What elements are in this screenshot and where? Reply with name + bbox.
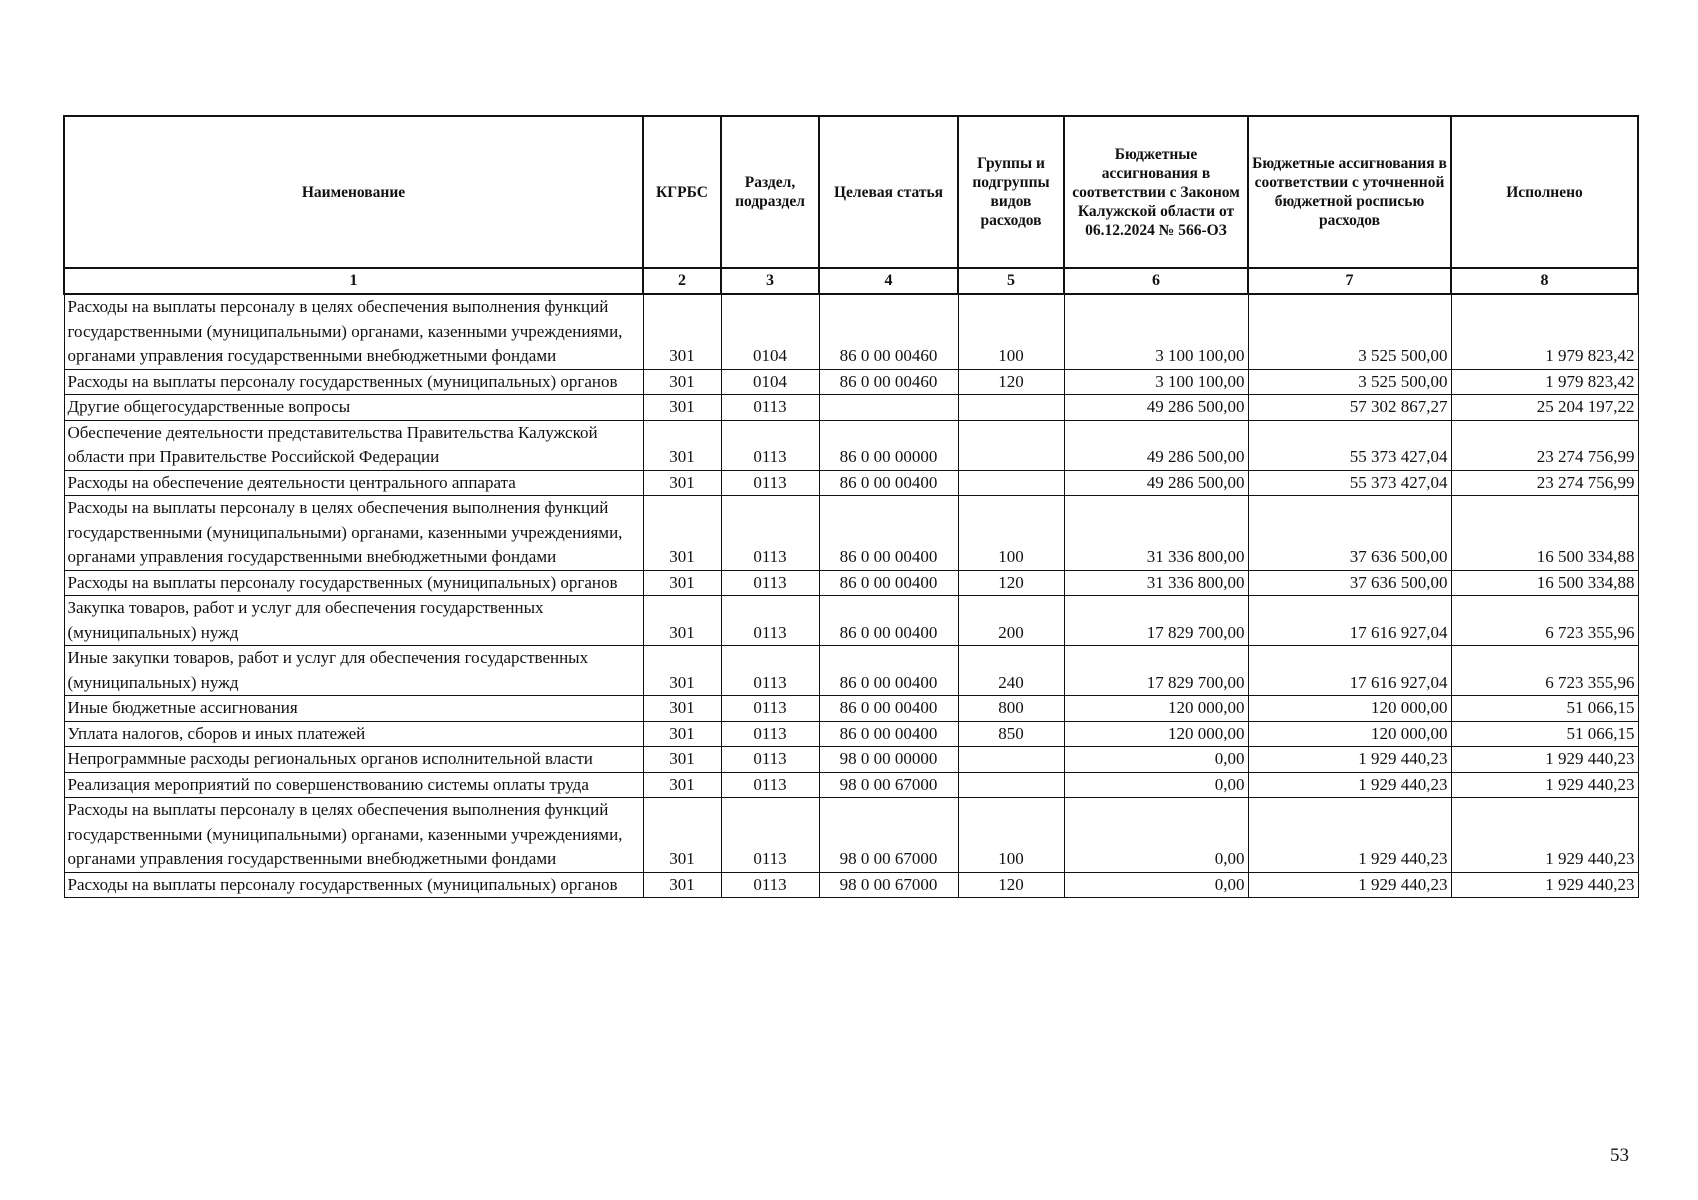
row-kgrbs: 301 — [643, 772, 721, 798]
row-section: 0113 — [721, 696, 819, 722]
row-executed-amount: 16 500 334,88 — [1451, 570, 1638, 596]
row-refined-amount: 55 373 427,04 — [1248, 470, 1451, 496]
row-executed-amount: 1 929 440,23 — [1451, 872, 1638, 898]
row-section: 0113 — [721, 872, 819, 898]
row-law-amount: 3 100 100,00 — [1064, 294, 1248, 369]
header-refined: Бюджетные ассигнования в соответствии с уточненной бюджетной росписью расходов — [1248, 116, 1451, 268]
row-section: 0113 — [721, 596, 819, 646]
row-target: 86 0 00 00400 — [819, 696, 958, 722]
row-law-amount: 0,00 — [1064, 798, 1248, 873]
column-number: 2 — [643, 268, 721, 294]
table-row — [64, 772, 1638, 798]
budget-table — [63, 115, 1639, 898]
row-law-amount: 3 100 100,00 — [1064, 369, 1248, 395]
row-section: 0113 — [721, 570, 819, 596]
row-name: Другие общегосударственные вопросы — [64, 395, 643, 421]
row-target: 86 0 00 00400 — [819, 570, 958, 596]
row-kgrbs: 301 — [643, 395, 721, 421]
row-group: 100 — [958, 798, 1064, 873]
header-law: Бюджетные ассигнования в соответствии с Законом Калужской области от 06.12.2024 № 566-ОЗ — [1064, 116, 1248, 268]
header-row — [64, 116, 1638, 268]
row-target: 98 0 00 67000 — [819, 872, 958, 898]
row-section: 0113 — [721, 772, 819, 798]
row-group: 100 — [958, 294, 1064, 369]
row-target: 86 0 00 00460 — [819, 294, 958, 369]
row-executed-amount: 6 723 355,96 — [1451, 596, 1638, 646]
row-refined-amount: 1 929 440,23 — [1248, 747, 1451, 773]
row-name: Расходы на выплаты персоналу в целях обеспечения выполнения функций государственными (муниципальными) органами, казенными учреждениями, органами управления государственными внебюджетными фондами — [64, 294, 643, 369]
column-number: 1 — [64, 268, 643, 294]
row-kgrbs: 301 — [643, 696, 721, 722]
row-refined-amount: 1 929 440,23 — [1248, 772, 1451, 798]
column-number: 6 — [1064, 268, 1248, 294]
column-number-row — [64, 268, 1638, 294]
row-executed-amount: 23 274 756,99 — [1451, 470, 1638, 496]
row-section: 0113 — [721, 721, 819, 747]
table-row — [64, 470, 1638, 496]
row-section: 0113 — [721, 798, 819, 873]
row-group: 100 — [958, 496, 1064, 571]
row-kgrbs: 301 — [643, 420, 721, 470]
row-group — [958, 747, 1064, 773]
row-name: Закупка товаров, работ и услуг для обеспечения государственных (муниципальных) нужд — [64, 596, 643, 646]
row-section: 0113 — [721, 395, 819, 421]
row-name: Расходы на выплаты персоналу в целях обеспечения выполнения функций государственными (муниципальными) органами, казенными учреждениями, органами управления государственными внебюджетными фондами — [64, 496, 643, 571]
row-refined-amount: 37 636 500,00 — [1248, 496, 1451, 571]
row-section: 0113 — [721, 496, 819, 571]
row-law-amount: 120 000,00 — [1064, 696, 1248, 722]
row-group — [958, 470, 1064, 496]
row-executed-amount: 1 979 823,42 — [1451, 294, 1638, 369]
row-target: 86 0 00 00400 — [819, 496, 958, 571]
row-name: Расходы на выплаты персоналу государственных (муниципальных) органов — [64, 369, 643, 395]
table-row — [64, 872, 1638, 898]
row-kgrbs: 301 — [643, 294, 721, 369]
header-kgrbs: КГРБС — [643, 116, 721, 268]
row-refined-amount: 17 616 927,04 — [1248, 646, 1451, 696]
column-number: 3 — [721, 268, 819, 294]
row-group: 850 — [958, 721, 1064, 747]
table-body — [64, 294, 1638, 898]
column-number: 7 — [1248, 268, 1451, 294]
table-row — [64, 747, 1638, 773]
header-executed: Исполнено — [1451, 116, 1638, 268]
header-section: Раздел, подраздел — [721, 116, 819, 268]
row-refined-amount: 57 302 867,27 — [1248, 395, 1451, 421]
row-kgrbs: 301 — [643, 369, 721, 395]
row-kgrbs: 301 — [643, 798, 721, 873]
row-kgrbs: 301 — [643, 570, 721, 596]
row-section: 0104 — [721, 369, 819, 395]
row-law-amount: 17 829 700,00 — [1064, 596, 1248, 646]
row-law-amount: 0,00 — [1064, 772, 1248, 798]
table-row — [64, 798, 1638, 873]
table-row — [64, 294, 1638, 369]
row-target: 86 0 00 00460 — [819, 369, 958, 395]
table-row — [64, 420, 1638, 470]
row-kgrbs: 301 — [643, 721, 721, 747]
row-section: 0113 — [721, 747, 819, 773]
row-target: 98 0 00 00000 — [819, 747, 958, 773]
row-target: 86 0 00 00400 — [819, 596, 958, 646]
row-group — [958, 395, 1064, 421]
column-number: 8 — [1451, 268, 1638, 294]
row-law-amount: 49 286 500,00 — [1064, 395, 1248, 421]
row-kgrbs: 301 — [643, 496, 721, 571]
row-name: Обеспечение деятельности представительства Правительства Калужской области при Правительстве Российской Федерации — [64, 420, 643, 470]
row-target — [819, 395, 958, 421]
row-law-amount: 31 336 800,00 — [1064, 570, 1248, 596]
row-target: 86 0 00 00400 — [819, 646, 958, 696]
row-name: Расходы на выплаты персоналу государственных (муниципальных) органов — [64, 872, 643, 898]
row-law-amount: 17 829 700,00 — [1064, 646, 1248, 696]
row-law-amount: 120 000,00 — [1064, 721, 1248, 747]
row-law-amount: 0,00 — [1064, 747, 1248, 773]
row-executed-amount: 6 723 355,96 — [1451, 646, 1638, 696]
row-refined-amount: 1 929 440,23 — [1248, 872, 1451, 898]
row-group: 200 — [958, 596, 1064, 646]
row-group: 800 — [958, 696, 1064, 722]
row-group: 120 — [958, 369, 1064, 395]
row-name: Иные бюджетные ассигнования — [64, 696, 643, 722]
row-executed-amount: 1 929 440,23 — [1451, 798, 1638, 873]
row-name: Расходы на выплаты персоналу государственных (муниципальных) органов — [64, 570, 643, 596]
row-law-amount: 31 336 800,00 — [1064, 496, 1248, 571]
row-kgrbs: 301 — [643, 747, 721, 773]
row-refined-amount: 37 636 500,00 — [1248, 570, 1451, 596]
row-section: 0113 — [721, 470, 819, 496]
table-row — [64, 696, 1638, 722]
row-target: 86 0 00 00000 — [819, 420, 958, 470]
row-section: 0113 — [721, 646, 819, 696]
table-row — [64, 596, 1638, 646]
row-name: Непрограммные расходы региональных органов исполнительной власти — [64, 747, 643, 773]
row-group — [958, 420, 1064, 470]
row-executed-amount: 16 500 334,88 — [1451, 496, 1638, 571]
row-refined-amount: 3 525 500,00 — [1248, 369, 1451, 395]
row-section: 0113 — [721, 420, 819, 470]
row-kgrbs: 301 — [643, 872, 721, 898]
row-target: 86 0 00 00400 — [819, 470, 958, 496]
row-name: Реализация мероприятий по совершенствованию системы оплаты труда — [64, 772, 643, 798]
row-target: 86 0 00 00400 — [819, 721, 958, 747]
header-target: Целевая статья — [819, 116, 958, 268]
row-group: 240 — [958, 646, 1064, 696]
row-refined-amount: 55 373 427,04 — [1248, 420, 1451, 470]
row-target: 98 0 00 67000 — [819, 772, 958, 798]
row-refined-amount: 1 929 440,23 — [1248, 798, 1451, 873]
row-name: Расходы на выплаты персоналу в целях обеспечения выполнения функций государственными (муниципальными) органами, казенными учреждениями, органами управления государственными внебюджетными фондами — [64, 798, 643, 873]
table-row — [64, 721, 1638, 747]
row-group — [958, 772, 1064, 798]
row-kgrbs: 301 — [643, 470, 721, 496]
row-kgrbs: 301 — [643, 646, 721, 696]
row-executed-amount: 51 066,15 — [1451, 696, 1638, 722]
row-name: Уплата налогов, сборов и иных платежей — [64, 721, 643, 747]
table-row — [64, 395, 1638, 421]
column-number: 5 — [958, 268, 1064, 294]
row-group: 120 — [958, 872, 1064, 898]
page-number: 53 — [1610, 1145, 1629, 1166]
row-refined-amount: 120 000,00 — [1248, 696, 1451, 722]
row-law-amount: 49 286 500,00 — [1064, 420, 1248, 470]
column-number: 4 — [819, 268, 958, 294]
row-section: 0104 — [721, 294, 819, 369]
row-group: 120 — [958, 570, 1064, 596]
row-name: Иные закупки товаров, работ и услуг для обеспечения государственных (муниципальных) нужд — [64, 646, 643, 696]
row-executed-amount: 25 204 197,22 — [1451, 395, 1638, 421]
header-name: Наименование — [64, 116, 643, 268]
row-refined-amount: 120 000,00 — [1248, 721, 1451, 747]
row-executed-amount: 23 274 756,99 — [1451, 420, 1638, 470]
row-law-amount: 49 286 500,00 — [1064, 470, 1248, 496]
row-refined-amount: 17 616 927,04 — [1248, 596, 1451, 646]
row-name: Расходы на обеспечение деятельности центрального аппарата — [64, 470, 643, 496]
header-group: Группы и подгруппы видов расходов — [958, 116, 1064, 268]
table-row — [64, 570, 1638, 596]
row-target: 98 0 00 67000 — [819, 798, 958, 873]
table-row — [64, 496, 1638, 571]
row-refined-amount: 3 525 500,00 — [1248, 294, 1451, 369]
table-row — [64, 646, 1638, 696]
row-executed-amount: 1 929 440,23 — [1451, 772, 1638, 798]
row-kgrbs: 301 — [643, 596, 721, 646]
row-law-amount: 0,00 — [1064, 872, 1248, 898]
row-executed-amount: 1 979 823,42 — [1451, 369, 1638, 395]
row-executed-amount: 1 929 440,23 — [1451, 747, 1638, 773]
table-row — [64, 369, 1638, 395]
row-executed-amount: 51 066,15 — [1451, 721, 1638, 747]
